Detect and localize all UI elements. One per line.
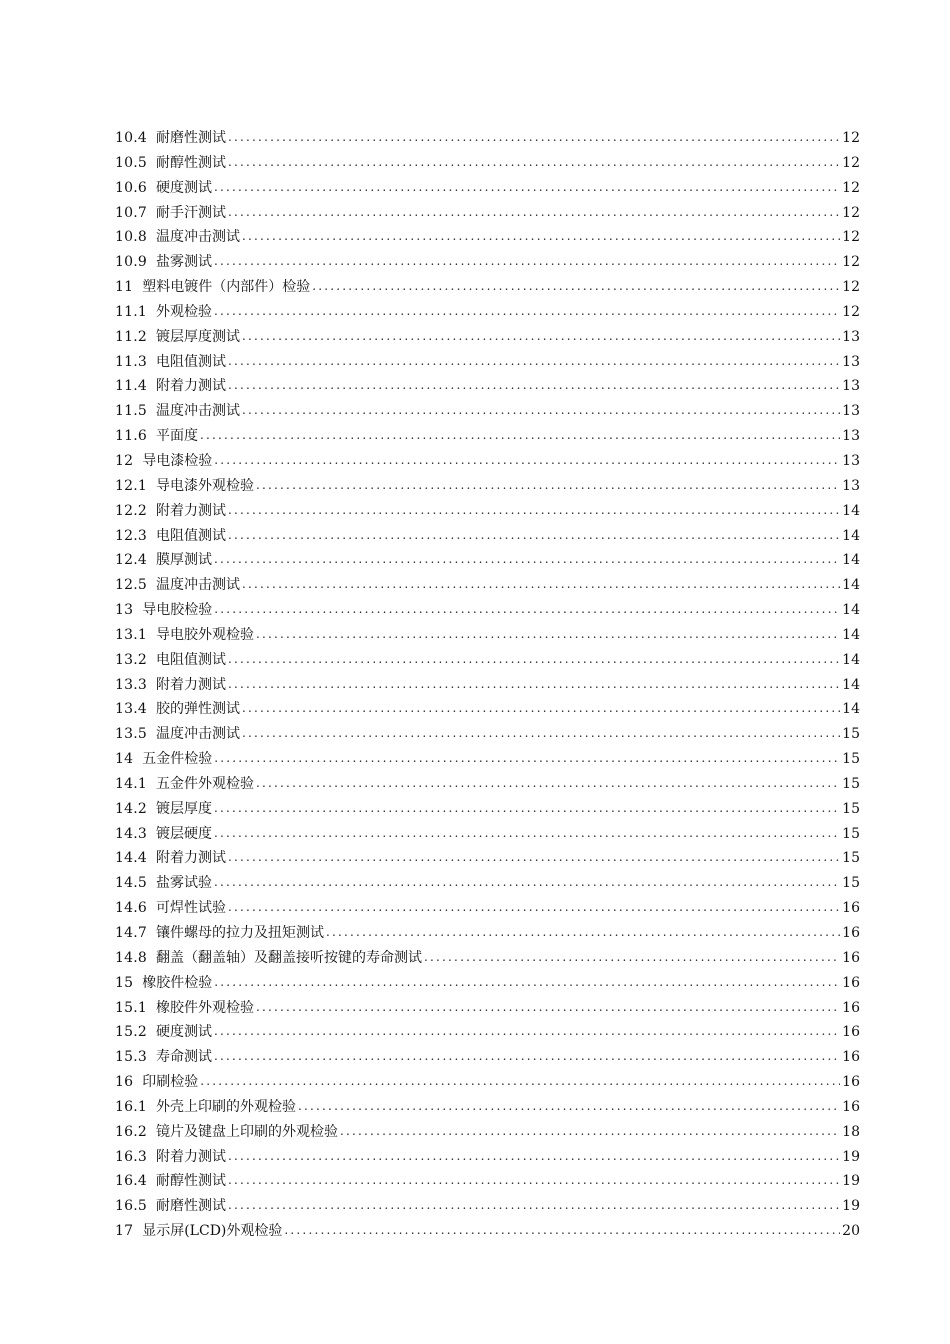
toc-entry-page-number: 16	[842, 1074, 860, 1091]
toc-entry-title: 耐醇性测试	[155, 1173, 226, 1190]
toc-entry-leader-dots	[214, 1019, 840, 1044]
toc-entry[interactable]	[115, 325, 860, 350]
toc-entry-leader-dots	[214, 1044, 840, 1069]
toc-entry-page-number: 14	[842, 626, 860, 643]
toc-entry-number: 10.5	[115, 154, 147, 171]
toc-entry-page-number: 13	[842, 353, 860, 370]
toc-entry[interactable]	[115, 697, 860, 722]
toc-entry-title: 耐手汗测试	[155, 204, 226, 221]
toc-entry[interactable]	[115, 250, 860, 275]
toc-entry[interactable]	[115, 449, 860, 474]
toc-entry[interactable]	[115, 350, 860, 375]
toc-entry-title: 外观检验	[155, 303, 212, 320]
toc-entry-page-number: 12	[842, 179, 860, 196]
toc-entry-page-number: 14	[842, 527, 860, 544]
toc-entry[interactable]	[115, 374, 860, 399]
toc-entry-page-number: 19	[842, 1198, 860, 1215]
toc-entry-title: 导电漆检验	[142, 452, 213, 469]
toc-entry-page-number: 16	[842, 1049, 860, 1066]
toc-entry-page-number: 20	[842, 1223, 860, 1240]
toc-entry-leader-dots	[242, 398, 840, 423]
toc-entry-number: 13.2	[115, 651, 147, 668]
toc-entry-title: 可焊性试验	[155, 900, 226, 917]
toc-entry-leader-dots	[256, 771, 840, 796]
toc-entry-leader-dots	[312, 274, 840, 299]
toc-entry-number: 10.9	[115, 254, 147, 271]
toc-entry[interactable]	[115, 896, 860, 921]
toc-entry-leader-dots	[242, 224, 840, 249]
toc-entry-title: 显示屏(LCD)外观检验	[142, 1223, 283, 1240]
toc-entry[interactable]	[115, 201, 860, 226]
toc-entry-number: 11.3	[115, 353, 147, 370]
toc-entry-page-number: 13	[842, 378, 860, 395]
toc-entry-number: 12.3	[115, 527, 147, 544]
toc-entry-number: 10.7	[115, 204, 147, 221]
toc-entry[interactable]	[115, 747, 860, 772]
toc-entry-title: 镀层厚度	[155, 800, 212, 817]
toc-entry-number: 11.5	[115, 403, 147, 420]
toc-entry-leader-dots	[214, 597, 840, 622]
toc-entry-leader-dots	[228, 672, 840, 697]
toc-entry-page-number: 14	[842, 577, 860, 594]
toc-entry-number: 12.2	[115, 502, 147, 519]
toc-entry-number: 11.2	[115, 328, 147, 345]
toc-entry-leader-dots	[228, 1144, 840, 1169]
toc-entry-title: 附着力测试	[155, 1148, 226, 1165]
toc-entry-leader-dots	[214, 299, 840, 324]
toc-entry-number: 13.3	[115, 676, 147, 693]
toc-entry[interactable]	[115, 275, 860, 300]
toc-entry-leader-dots	[214, 821, 840, 846]
toc-entry-page-number: 14	[842, 701, 860, 718]
toc-entry[interactable]	[115, 151, 860, 176]
toc-entry-title: 盐雾试验	[155, 875, 212, 892]
toc-entry-title: 附着力测试	[155, 502, 226, 519]
toc-entry[interactable]	[115, 1169, 860, 1194]
toc-entry[interactable]	[115, 871, 860, 896]
toc-entry-page-number: 16	[842, 974, 860, 991]
toc-entry-title: 导电胶外观检验	[155, 626, 254, 643]
toc-entry-leader-dots	[214, 970, 840, 995]
toc-entry-number: 16.5	[115, 1198, 147, 1215]
toc-entry-page-number: 19	[842, 1148, 860, 1165]
toc-entry-leader-dots	[228, 349, 840, 374]
toc-entry-title: 耐磨性测试	[155, 130, 226, 146]
toc-entry-number: 12.4	[115, 552, 147, 569]
toc-entry-number: 16.2	[115, 1123, 147, 1140]
toc-entry-title: 耐磨性测试	[155, 1198, 226, 1215]
toc-entry[interactable]	[115, 722, 860, 747]
toc-entry[interactable]	[115, 1070, 860, 1095]
toc-entry-number: 14.1	[115, 775, 147, 792]
toc-entry-number: 15	[115, 974, 134, 991]
toc-entry-leader-dots	[242, 696, 840, 721]
toc-entry-page-number: 16	[842, 1024, 860, 1041]
toc-entry[interactable]	[115, 573, 860, 598]
toc-entry-leader-dots	[424, 945, 840, 970]
toc-entry-number: 16.1	[115, 1098, 147, 1115]
toc-entry-leader-dots	[200, 1069, 840, 1094]
toc-entry[interactable]	[115, 971, 860, 996]
toc-entry-page-number: 13	[842, 428, 860, 445]
toc-entry-page-number: 12	[842, 254, 860, 271]
toc-entry[interactable]	[115, 648, 860, 673]
toc-entry[interactable]	[115, 524, 860, 549]
toc-entry-title: 导电漆外观检验	[155, 477, 254, 494]
table-of-contents	[115, 126, 860, 1244]
toc-entry-title: 外壳上印刷的外观检验	[155, 1098, 296, 1115]
toc-entry[interactable]	[115, 1194, 860, 1219]
toc-entry-leader-dots	[242, 721, 840, 746]
toc-entry[interactable]	[115, 921, 860, 946]
toc-entry-number: 15.2	[115, 1024, 147, 1041]
toc-entry-number: 16.4	[115, 1173, 147, 1190]
toc-entry-leader-dots	[214, 249, 840, 274]
toc-entry-leader-dots	[256, 995, 840, 1020]
toc-entry[interactable]	[115, 1095, 860, 1120]
toc-entry-page-number: 12	[842, 204, 860, 221]
toc-entry-page-number: 14	[842, 651, 860, 668]
toc-entry[interactable]	[115, 1020, 860, 1045]
toc-entry-page-number: 14	[842, 676, 860, 693]
toc-entry-number: 10.8	[115, 229, 147, 246]
toc-entry-title: 电阻值测试	[155, 527, 226, 544]
toc-entry-number: 14.5	[115, 875, 147, 892]
toc-entry-number: 15.3	[115, 1049, 147, 1066]
toc-entry-leader-dots	[200, 423, 840, 448]
toc-entry-title: 附着力测试	[155, 676, 226, 693]
toc-entry-leader-dots	[228, 498, 840, 523]
toc-entry-page-number: 16	[842, 1098, 860, 1115]
toc-entry-leader-dots	[256, 473, 840, 498]
toc-entry-page-number: 15	[842, 775, 860, 792]
toc-entry-page-number: 16	[842, 900, 860, 917]
toc-entry-leader-dots	[214, 746, 840, 771]
toc-entry-title: 温度冲击测试	[155, 726, 240, 743]
toc-entry-title: 膜厚测试	[155, 552, 212, 569]
toc-entry-leader-dots	[242, 324, 840, 349]
toc-entry-number: 14.3	[115, 825, 147, 842]
toc-entry-title: 硬度测试	[155, 179, 212, 196]
toc-entry-number: 14	[115, 751, 134, 768]
toc-entry-page-number: 12	[842, 279, 860, 296]
toc-entry-number: 12.5	[115, 577, 147, 594]
toc-entry-page-number: 15	[842, 850, 860, 867]
toc-entry-page-number: 12	[842, 229, 860, 246]
toc-entry-leader-dots	[228, 150, 840, 175]
toc-entry-leader-dots	[284, 1218, 840, 1243]
toc-entry-number: 10.4	[115, 130, 147, 146]
toc-entry-title: 附着力测试	[155, 378, 226, 395]
toc-entry[interactable]	[115, 797, 860, 822]
toc-entry-number: 13.1	[115, 626, 147, 643]
toc-entry[interactable]	[115, 176, 860, 201]
toc-entry-leader-dots	[228, 200, 840, 225]
toc-entry-number: 12.1	[115, 477, 147, 494]
toc-entry-page-number: 19	[842, 1173, 860, 1190]
toc-entry-leader-dots	[228, 125, 840, 150]
toc-entry-page-number: 16	[842, 949, 860, 966]
toc-entry-number: 14.8	[115, 949, 147, 966]
toc-entry-page-number: 15	[842, 800, 860, 817]
toc-entry-title: 镜片及键盘上印刷的外观检验	[155, 1123, 338, 1140]
toc-entry-leader-dots	[214, 175, 840, 200]
toc-entry-page-number: 12	[842, 130, 860, 146]
toc-entry-title: 胶的弹性测试	[155, 701, 240, 718]
toc-entry-title: 电阻值测试	[155, 353, 226, 370]
toc-entry-number: 14.7	[115, 925, 147, 941]
toc-entry-number: 15.1	[115, 999, 147, 1016]
toc-entry-page-number: 14	[842, 502, 860, 519]
toc-entry-leader-dots	[228, 523, 840, 548]
toc-entry-page-number: 16	[842, 999, 860, 1016]
toc-entry-title: 镀层厚度测试	[155, 328, 240, 345]
toc-entry-title: 印刷检验	[142, 1074, 199, 1091]
toc-entry[interactable]	[115, 399, 860, 424]
toc-entry[interactable]	[115, 1120, 860, 1145]
toc-entry-leader-dots	[214, 870, 840, 895]
toc-entry[interactable]	[115, 126, 860, 151]
toc-entry-title: 温度冲击测试	[155, 229, 240, 246]
toc-entry[interactable]	[115, 548, 860, 573]
toc-entry-title: 五金件检验	[142, 751, 213, 768]
toc-entry-page-number: 12	[842, 303, 860, 320]
toc-entry-number: 16.3	[115, 1148, 147, 1165]
toc-entry-page-number: 13	[842, 328, 860, 345]
toc-entry[interactable]	[115, 300, 860, 325]
toc-entry[interactable]	[115, 1045, 860, 1070]
toc-entry-leader-dots	[242, 572, 840, 597]
toc-entry[interactable]	[115, 772, 860, 797]
toc-entry-number: 13	[115, 602, 134, 619]
toc-entry-leader-dots	[228, 1193, 840, 1218]
toc-entry-page-number: 13	[842, 452, 860, 469]
toc-entry-title: 温度冲击测试	[155, 577, 240, 594]
toc-entry[interactable]	[115, 1145, 860, 1170]
toc-entry-leader-dots	[228, 845, 840, 870]
toc-entry-title: 电阻值测试	[155, 651, 226, 668]
toc-entry-title: 硬度测试	[155, 1024, 212, 1041]
toc-entry-number: 11.1	[115, 303, 147, 320]
toc-entry-title: 五金件外观检验	[155, 775, 254, 792]
toc-entry[interactable]	[115, 474, 860, 499]
toc-entry[interactable]	[115, 225, 860, 250]
toc-entry[interactable]	[115, 598, 860, 623]
toc-entry-title: 耐醇性测试	[155, 154, 226, 171]
toc-entry-number: 13.5	[115, 726, 147, 743]
toc-entry-number: 10.6	[115, 179, 147, 196]
toc-entry-leader-dots	[214, 796, 840, 821]
toc-entry-title: 附着力测试	[155, 850, 226, 867]
toc-entry-page-number: 16	[842, 925, 860, 941]
toc-entry-page-number: 15	[842, 726, 860, 743]
toc-entry-title: 镶件螺母的拉力及扭矩测试	[155, 925, 324, 941]
toc-entry-title: 寿命测试	[155, 1049, 212, 1066]
toc-entry-page-number: 14	[842, 602, 860, 619]
toc-entry[interactable]	[115, 846, 860, 871]
toc-entry-page-number: 18	[842, 1123, 860, 1140]
toc-entry-title: 塑料电镀件（内部件）检验	[142, 279, 311, 296]
toc-entry-title: 平面度	[155, 428, 198, 445]
toc-entry-number: 11.6	[115, 428, 147, 445]
toc-entry-page-number: 13	[842, 477, 860, 494]
toc-entry-leader-dots	[228, 1168, 840, 1193]
toc-entry-title: 翻盖（翻盖轴）及翻盖接听按键的寿命测试	[155, 949, 422, 966]
toc-entry-number: 14.6	[115, 900, 147, 917]
toc-entry-title: 橡胶件外观检验	[155, 999, 254, 1016]
toc-entry-leader-dots	[228, 647, 840, 672]
toc-entry[interactable]	[115, 499, 860, 524]
toc-entry-number: 14.4	[115, 850, 147, 867]
toc-entry-leader-dots	[256, 622, 840, 647]
toc-entry-number: 14.2	[115, 800, 147, 817]
toc-entry[interactable]	[115, 996, 860, 1021]
toc-entry[interactable]	[115, 946, 860, 971]
toc-entry-title: 盐雾测试	[155, 254, 212, 271]
toc-entry-leader-dots	[214, 448, 840, 473]
toc-entry-number: 11	[115, 279, 134, 296]
toc-entry-number: 11.4	[115, 378, 147, 395]
toc-entry-number: 16	[115, 1074, 134, 1091]
toc-entry-page-number: 13	[842, 403, 860, 420]
toc-entry-leader-dots	[228, 373, 840, 398]
toc-entry-leader-dots	[326, 920, 840, 945]
toc-entry-title: 温度冲击测试	[155, 403, 240, 420]
toc-entry-leader-dots	[228, 895, 840, 920]
toc-entry-title: 镀层硬度	[155, 825, 212, 842]
toc-entry[interactable]	[115, 673, 860, 698]
toc-entry-leader-dots	[340, 1119, 840, 1144]
toc-entry[interactable]	[115, 623, 860, 648]
toc-entry[interactable]	[115, 822, 860, 847]
toc-entry[interactable]	[115, 1219, 860, 1244]
toc-entry-title: 导电胶检验	[142, 602, 213, 619]
toc-entry-page-number: 14	[842, 552, 860, 569]
toc-entry-number: 12	[115, 452, 134, 469]
toc-entry-number: 13.4	[115, 701, 147, 718]
toc-entry-page-number: 15	[842, 825, 860, 842]
toc-entry-leader-dots	[298, 1094, 840, 1119]
toc-entry-page-number: 12	[842, 154, 860, 171]
toc-entry-page-number: 15	[842, 875, 860, 892]
toc-entry[interactable]	[115, 424, 860, 449]
toc-entry-number: 17	[115, 1223, 134, 1240]
toc-entry-page-number: 15	[842, 751, 860, 768]
toc-entry-leader-dots	[214, 547, 840, 572]
toc-entry-title: 橡胶件检验	[142, 974, 213, 991]
